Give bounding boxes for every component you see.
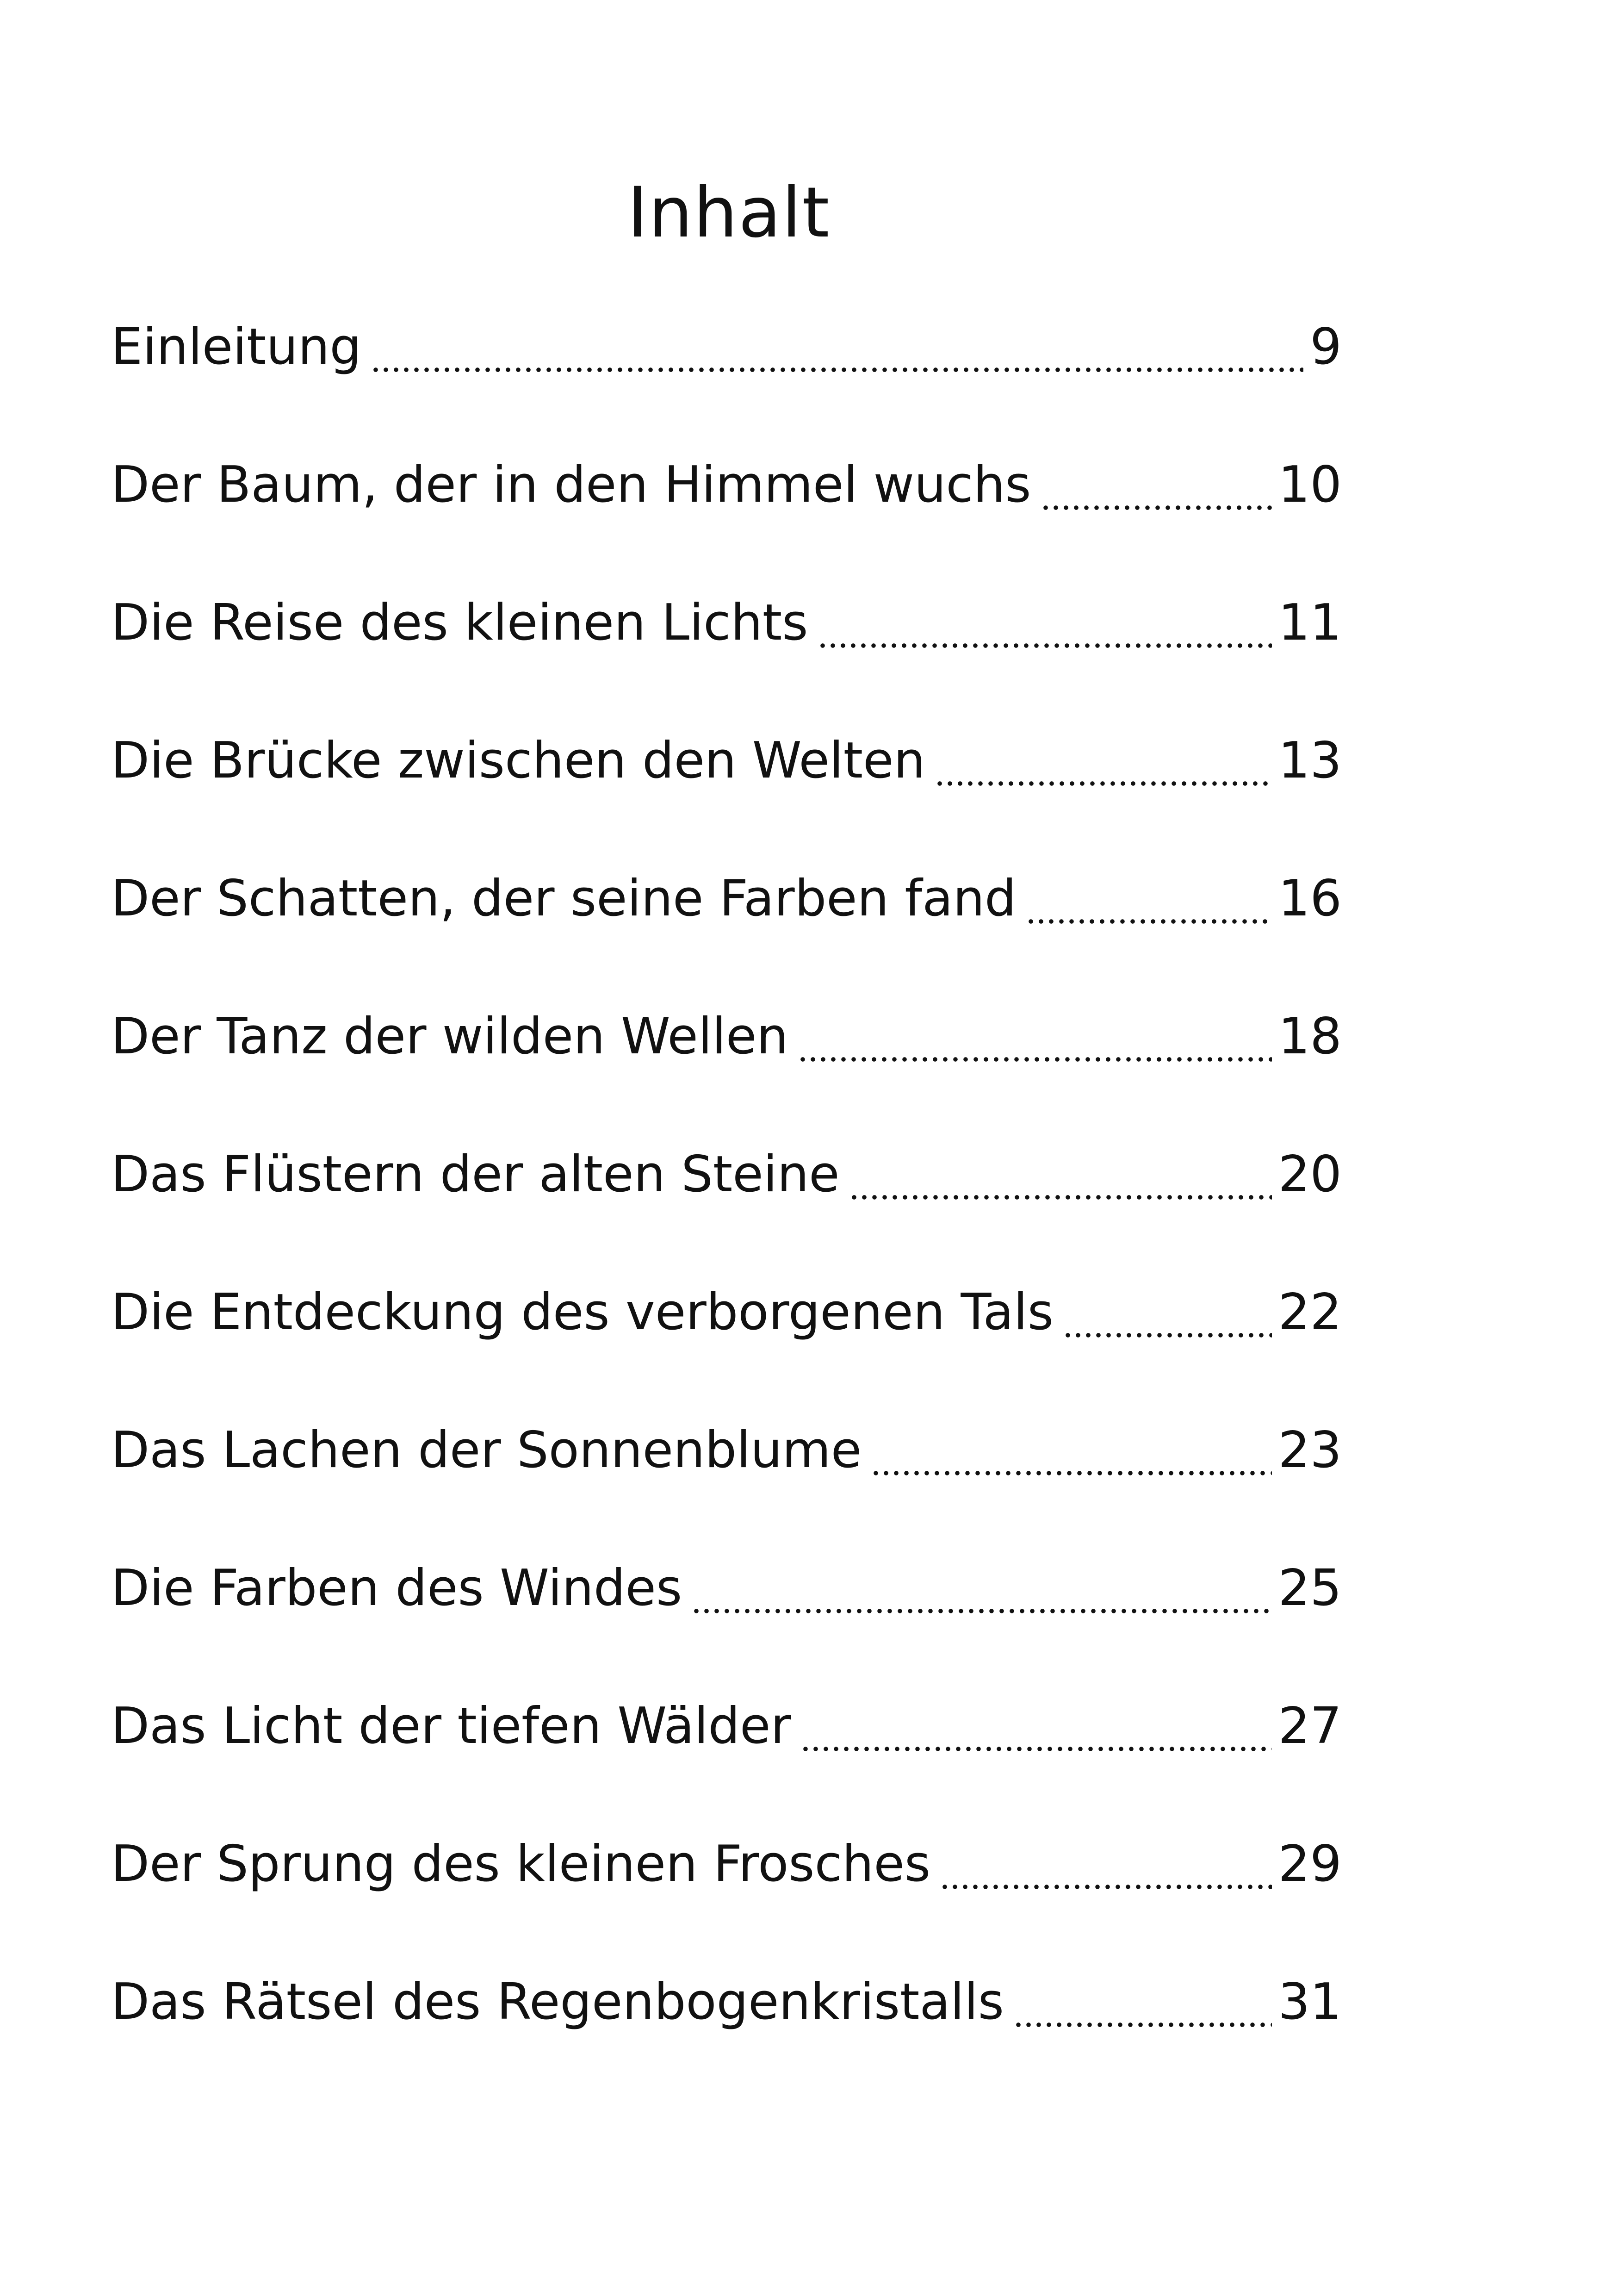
dot-leader — [798, 995, 1272, 1064]
toc-page-number: 23 — [1278, 1421, 1342, 1479]
toc-entry[interactable] — [111, 719, 1342, 857]
dot-leader — [818, 581, 1272, 651]
dot-leader — [371, 305, 1303, 375]
toc-entry-title: Einleitung — [111, 318, 361, 376]
toc-page-number: 18 — [1278, 1008, 1342, 1065]
toc-entry[interactable] — [111, 1823, 1342, 1960]
toc-entry[interactable] — [111, 1271, 1342, 1409]
dot-leader — [935, 719, 1272, 789]
toc-entry[interactable] — [111, 1960, 1342, 2098]
toc-entry-title: Die Farben des Windes — [111, 1559, 682, 1617]
toc-entry[interactable] — [111, 1133, 1342, 1271]
dot-leader — [1063, 1271, 1271, 1340]
toc-page-number: 22 — [1278, 1283, 1342, 1341]
table-of-contents — [111, 305, 1342, 2098]
toc-entry-title: Das Rätsel des Regenbogenkristalls — [111, 1973, 1004, 2031]
toc-entry[interactable] — [111, 857, 1342, 995]
toc-page-number: 27 — [1278, 1697, 1342, 1755]
dot-leader — [871, 1409, 1271, 1478]
toc-entry[interactable] — [111, 1547, 1342, 1685]
toc-entry-title: Die Reise des kleinen Lichts — [111, 594, 808, 652]
toc-entry-title: Das Lachen der Sonnenblume — [111, 1421, 862, 1479]
dot-leader — [1041, 443, 1272, 513]
toc-page-number: 20 — [1278, 1145, 1342, 1203]
toc-entry-title: Der Schatten, der seine Farben fand — [111, 870, 1017, 927]
toc-entry[interactable] — [111, 305, 1342, 443]
toc-entry[interactable] — [111, 581, 1342, 719]
toc-page-number: 13 — [1278, 732, 1342, 790]
toc-entry-title: Die Brücke zwischen den Welten — [111, 732, 926, 790]
dot-leader — [800, 1685, 1272, 1754]
toc-page-number: 16 — [1278, 870, 1342, 927]
toc-page-number: 11 — [1278, 594, 1342, 652]
toc-entry[interactable] — [111, 443, 1342, 581]
toc-entry[interactable] — [111, 1409, 1342, 1547]
dot-leader — [691, 1547, 1271, 1616]
dot-leader — [1026, 857, 1272, 927]
toc-page-number: 29 — [1278, 1835, 1342, 1893]
toc-entry-title: Der Tanz der wilden Wellen — [111, 1008, 788, 1065]
toc-entry-title: Der Baum, der in den Himmel wuchs — [111, 456, 1031, 514]
toc-entry[interactable] — [111, 1685, 1342, 1823]
toc-entry-title: Die Entdeckung des verborgenen Tals — [111, 1283, 1054, 1341]
toc-page-number: 10 — [1278, 456, 1342, 514]
toc-entry-title: Der Sprung des kleinen Frosches — [111, 1835, 931, 1893]
dot-leader — [1013, 1960, 1272, 2030]
dot-leader — [849, 1133, 1272, 1202]
page-title: Inhalt — [627, 173, 831, 253]
toc-entry-title: Das Flüstern der alten Steine — [111, 1145, 840, 1203]
toc-page-number: 9 — [1310, 318, 1342, 376]
dot-leader — [940, 1823, 1271, 1892]
toc-entry[interactable] — [111, 995, 1342, 1133]
toc-page-number: 25 — [1278, 1559, 1342, 1617]
toc-entry-title: Das Licht der tiefen Wälder — [111, 1697, 791, 1755]
toc-page-number: 31 — [1278, 1973, 1342, 2031]
